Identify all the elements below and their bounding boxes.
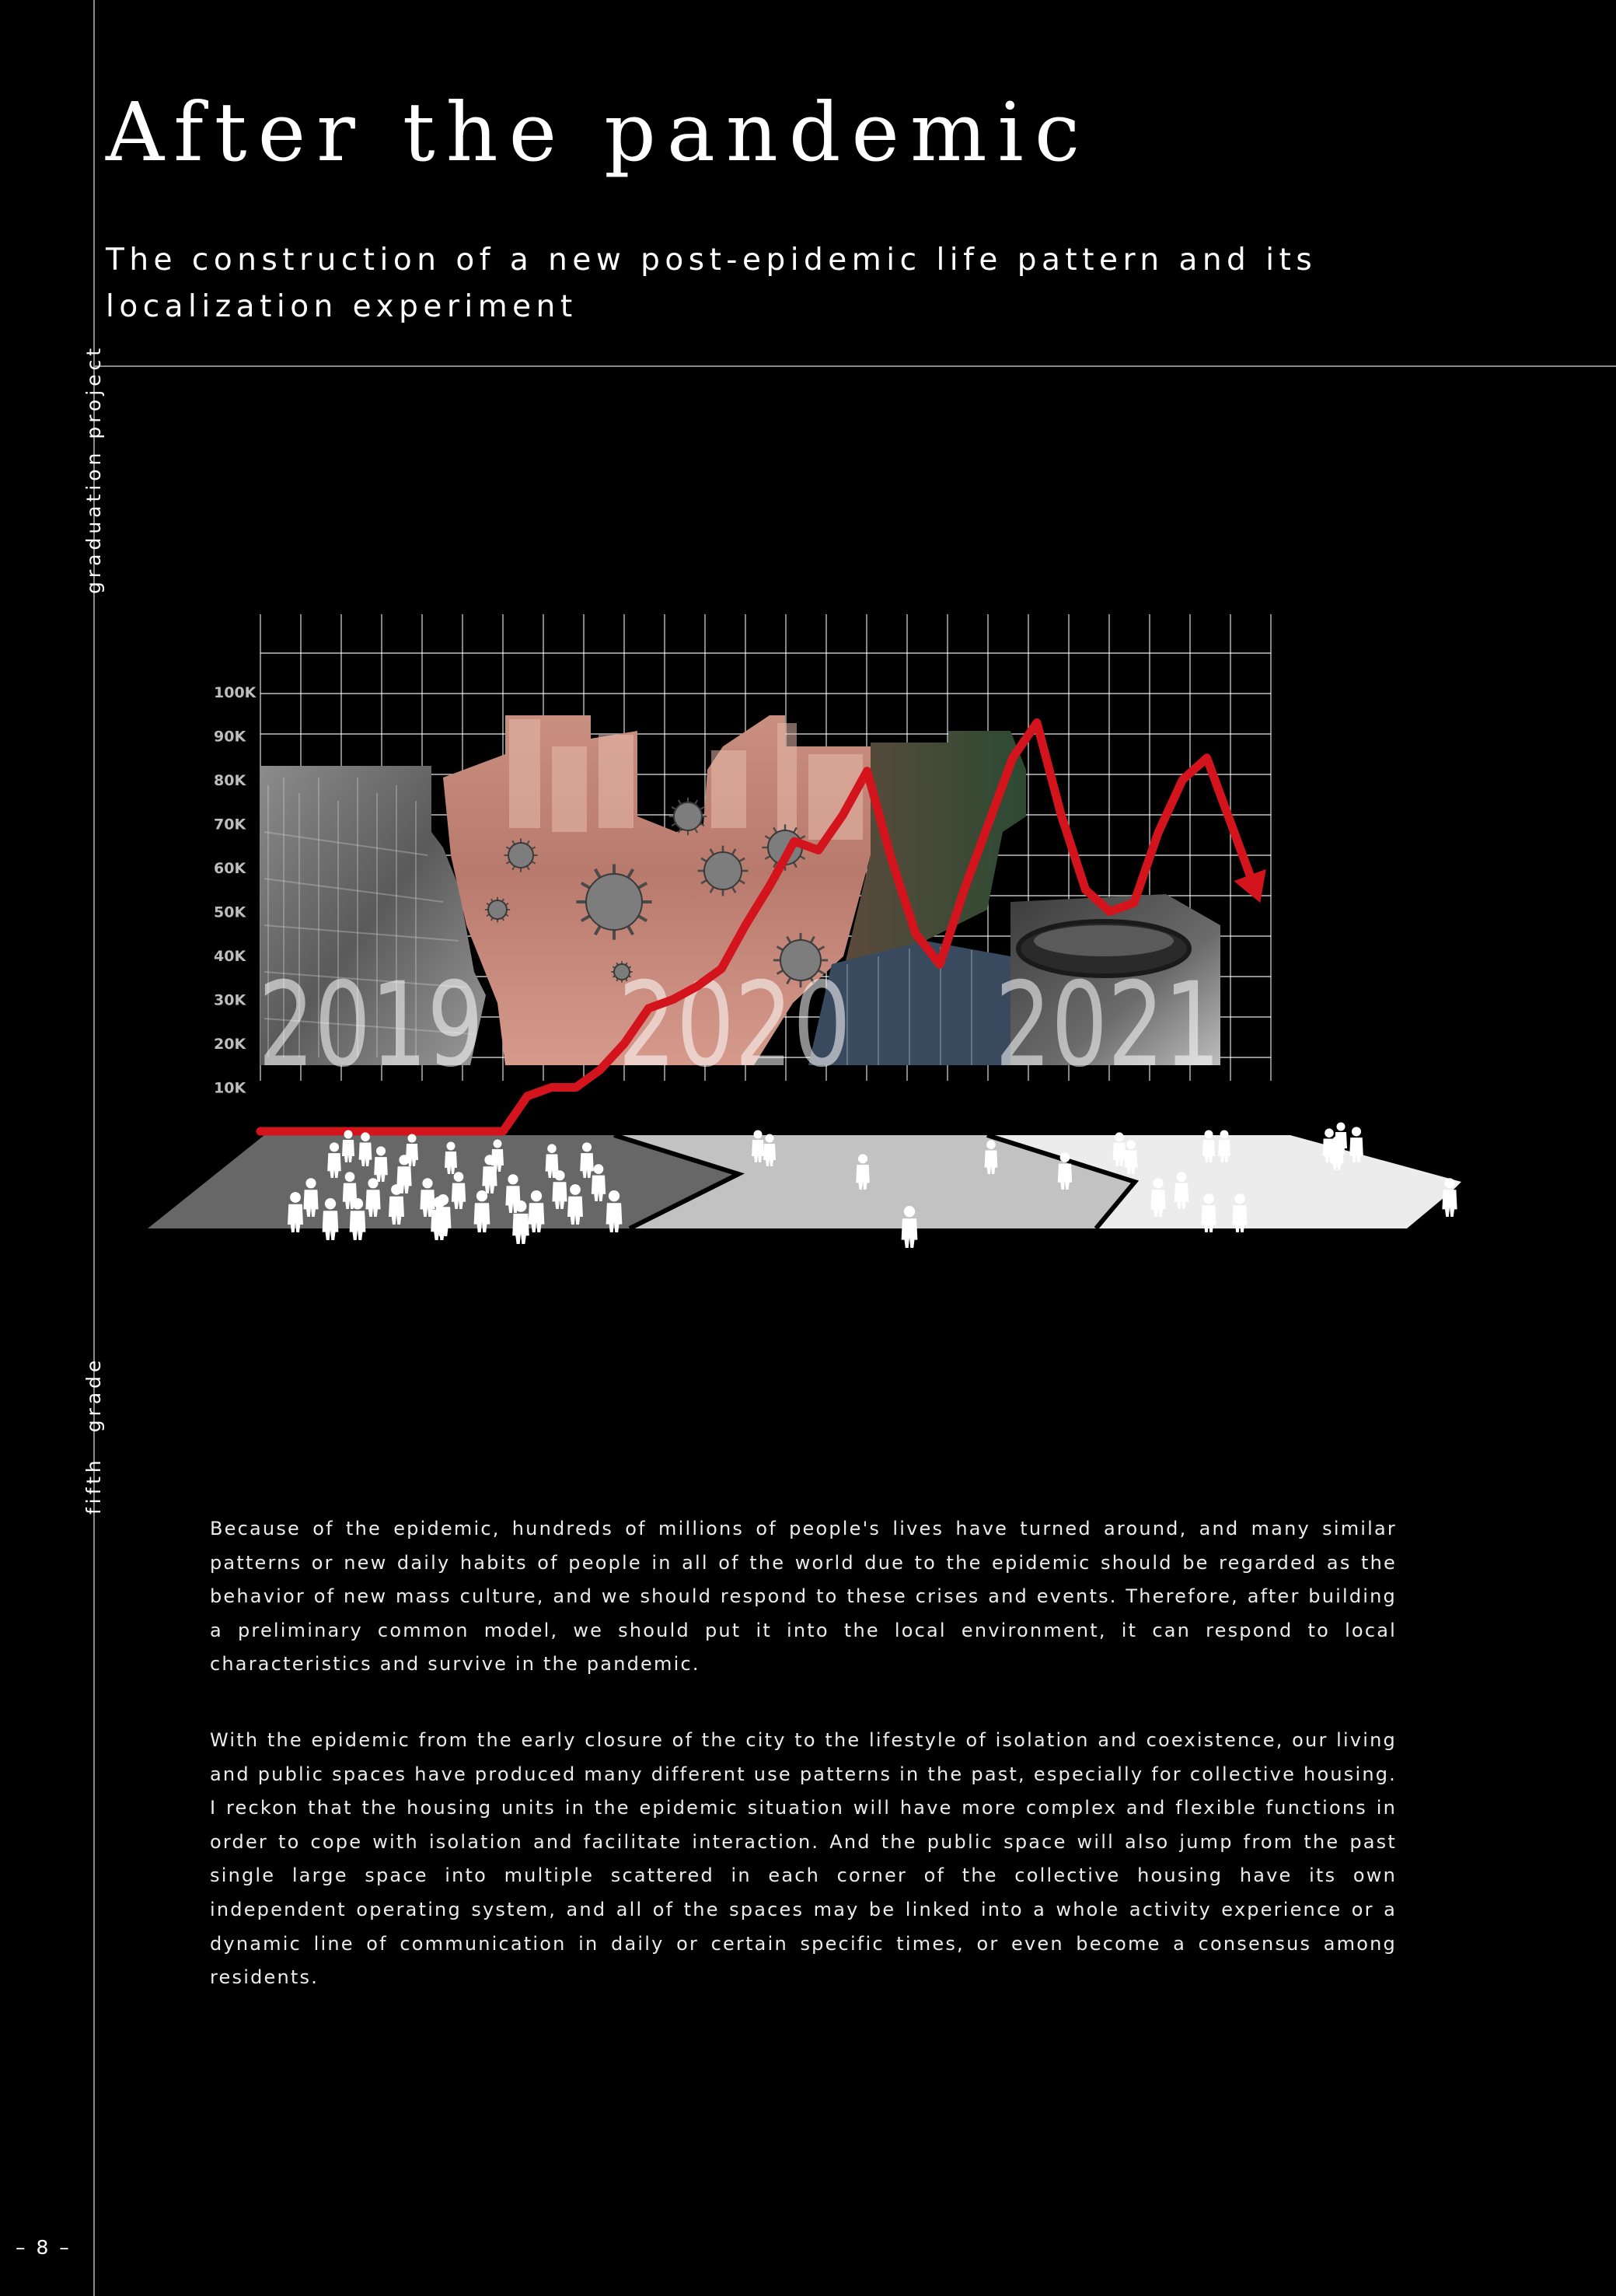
- y-tick-label: 100K: [214, 684, 257, 701]
- y-tick-label: 40K: [214, 948, 246, 965]
- page-subtitle: The construction of a new post-epidemic life pattern and its localization experiment: [106, 243, 1318, 324]
- y-tick-label: 50K: [214, 903, 246, 921]
- pandemic-collage-figure: [132, 599, 1485, 1267]
- body-paragraph-2: With the epidemic from the early closure of the city to the lifestyle of isolation and coexistence, our living and public spaces have produced many different use patterns in the past, especially for collective housing. I reckon that the housing units in the epidemic situation will have more complex and flexible functions in order to cope with isolation and facilitate interaction. And the public space will also jump from the past single large space into multiple scattered in each corner of the collective housing have its own independent operating system, and all of the spaces may be linked into a whole activity experience or a dynamic line of communication in daily or certain specific times, or even become a consensus among residents.: [210, 1728, 1397, 1989]
- year-label-2019: 2019: [258, 958, 483, 1093]
- y-tick-label: 70K: [214, 816, 246, 833]
- year-labels: [258, 958, 1220, 1093]
- collage-chart-svg: [132, 599, 1485, 1267]
- y-axis-ticks: [214, 684, 257, 1097]
- year-label-2020: 2020: [618, 958, 851, 1093]
- y-tick-label: 80K: [214, 772, 246, 789]
- sidebar-label-grade: fifth grade: [82, 1356, 105, 1515]
- y-tick-label: 30K: [214, 991, 246, 1009]
- page-number: – 8 –: [16, 2236, 72, 2259]
- body-copy: [210, 1512, 1397, 2037]
- y-tick-label: 20K: [214, 1036, 246, 1053]
- body-paragraph-1: Because of the epidemic, hundreds of millions of people's lives have turned around, and many similar patterns or new daily habits of people in all of the world due to the epidemic should be regarded as the behavior of new mass culture, and we should respond to these crises and events. Therefore, after building a preliminary common model, we should put it into the local environment, it can respond to local characteristics and survive in the pandemic.: [210, 1518, 1397, 1676]
- y-tick-label: 90K: [214, 728, 246, 746]
- sidebar-label-project: graduation project: [82, 344, 105, 594]
- y-tick-label: 10K: [214, 1079, 246, 1097]
- year-label-2021: 2021: [995, 958, 1220, 1093]
- header-divider: [93, 365, 1616, 367]
- y-tick-label: 60K: [214, 860, 246, 877]
- photo-2021-pod-top: [1034, 925, 1174, 956]
- page-title: After the pandemic: [106, 85, 1091, 180]
